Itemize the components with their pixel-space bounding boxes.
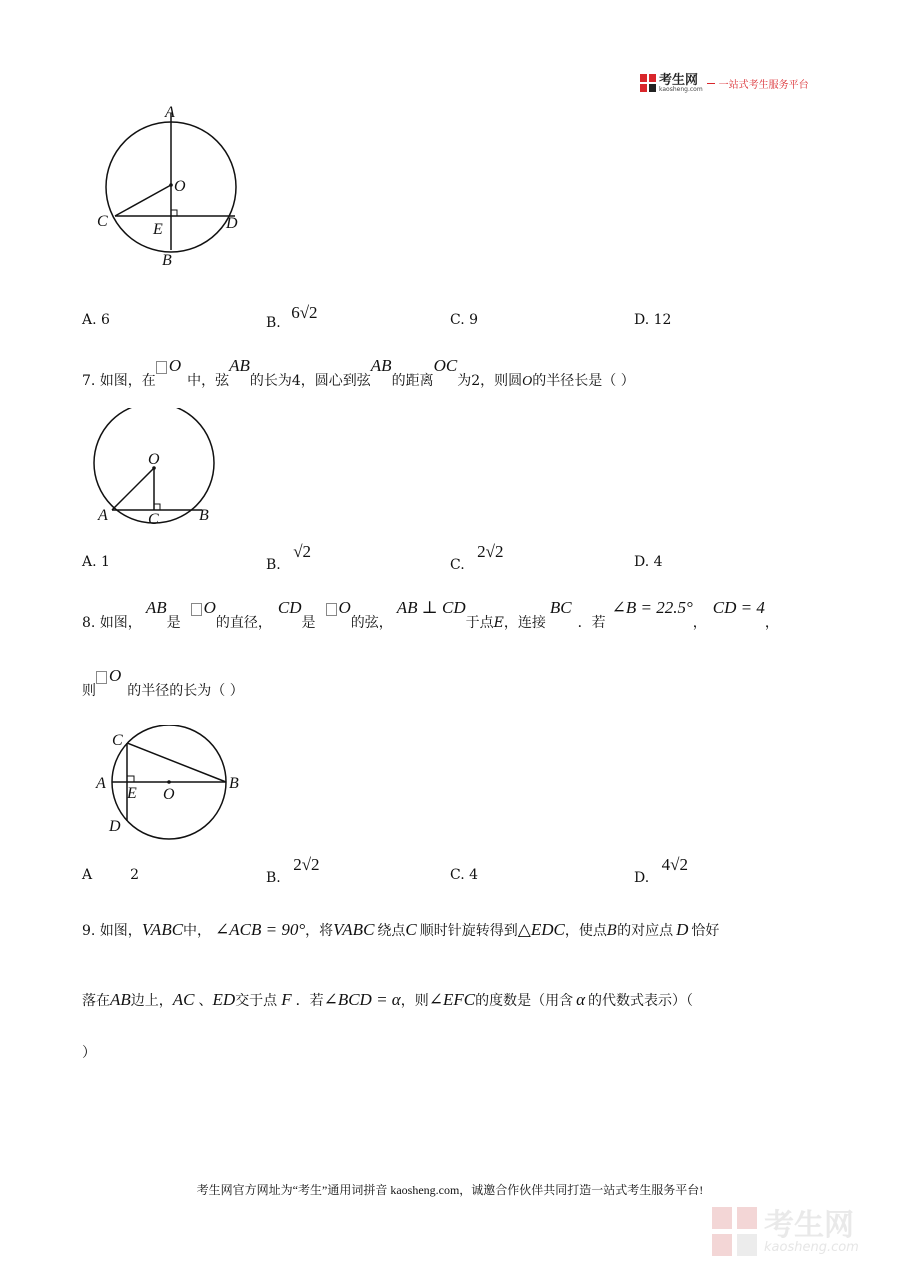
watermark-url: kaosheng.com [764, 1239, 859, 1255]
question-8-line2: 则O的半径的长为（ ） [82, 666, 244, 699]
label-c: C [97, 213, 108, 230]
q8-option-b: B. 2√2 [266, 855, 320, 886]
question-8: 8. 如图，AB是O的直径，CD是O的弦，AB ⊥ CD于点E，连接BC．若∠B = 22.5°，CD = 4， [82, 598, 779, 631]
q7-option-c: C. 2√2 [450, 542, 504, 573]
label-b: B [199, 507, 209, 524]
q7-option-d: D. 4 [634, 554, 663, 570]
label-o: O [148, 451, 160, 468]
q8-option-a: A 2 [82, 867, 140, 883]
label-a: A [98, 507, 108, 524]
footer-text: 考生网官方网址为“考生”通用词拼音 kaosheng.com，诚邀合作伙伴共同打造一站式考生服务平台! [196, 1183, 704, 1197]
question-9: 9. 如图，VABC中， ∠ACB = 90°，将VABC 绕点C 顺时针旋转得到△EDC，使点B的对应点 D 恰好 [82, 920, 720, 939]
question-9-line3: ） [82, 1045, 96, 1061]
brand-divider [707, 83, 715, 84]
brand-name: 考生网 [659, 72, 699, 88]
label-c: C [112, 732, 123, 749]
brand-mark-icon [640, 74, 656, 92]
label-b: B [162, 252, 172, 269]
label-b: B [229, 775, 239, 792]
q8-option-c: C. 4 [450, 867, 479, 883]
q8-option-d: D. 4√2 [634, 855, 688, 886]
label-a: A [165, 104, 175, 121]
q6-option-d: D. 12 [634, 312, 672, 328]
watermark-logo-icon [712, 1207, 758, 1257]
label-c: C [148, 511, 159, 528]
label-o: O [174, 178, 186, 195]
figure-q7 [92, 408, 217, 528]
figure-q6 [95, 95, 245, 275]
label-o: O [163, 786, 175, 803]
q7-option-b: B. √2 [266, 542, 312, 573]
watermark-brand: 考生网 [764, 1207, 854, 1243]
footer-watermark [712, 1204, 882, 1260]
brand-url: kaosheng.com [659, 85, 703, 93]
q6-option-c: C. 9 [450, 312, 479, 328]
figure-q8 [94, 725, 244, 840]
label-e: E [127, 785, 137, 802]
q6-option-a: A. 6 [82, 312, 110, 328]
label-e: E [153, 221, 163, 238]
question-7: 7. 如图，在O中，弦AB的长为4，圆心到弦AB的距离OC为2，则圆O的半径长是（ ） [82, 356, 635, 389]
header-logo [640, 72, 809, 94]
question-9-line2: 落在AB边上，AC 、ED交于点 F ．若∠BCD = α，则∠EFC的度数是（用含 α 的代数式表示）（ [82, 990, 694, 1009]
brand-slogan: 一站式考生服务平台 [718, 79, 809, 91]
label-a: A [96, 775, 106, 792]
q6-option-b: B. 6√2 [266, 303, 318, 331]
label-d: D [109, 818, 121, 835]
label-d: D [226, 215, 238, 232]
q7-option-a: A. 1 [82, 554, 110, 570]
